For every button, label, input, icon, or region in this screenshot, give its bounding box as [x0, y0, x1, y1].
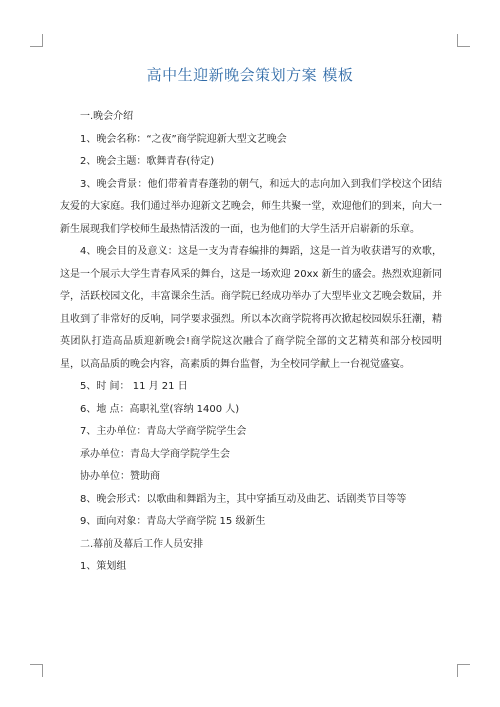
- corner-mark-bottom-left: [30, 664, 43, 677]
- section-heading-intro: 一.晚会介绍: [80, 111, 134, 122]
- corner-mark-top-right: [457, 34, 470, 47]
- item-event-time: 5、时 间： 11 月 21 日: [80, 381, 188, 392]
- item-event-location: 6、地 点：高职礼堂(容纳 1400 人): [80, 403, 240, 415]
- item-planning-group: 1、策划组: [80, 561, 127, 572]
- item-event-name: 1、晚会名称：“之夜”商学院迎新大型文艺晚会: [80, 133, 287, 145]
- document-body: [60, 106, 442, 579]
- item-organizer: 7、主办单位：青岛大学商学院学生会: [80, 426, 247, 437]
- item-event-background: 3、晚会背景：他们带着青春蓬勃的朝气，和远大的志向加入到我们学校这个团结友爱的大家庭。我们通过举办迎新文艺晚会，师生共聚一堂，欢迎他们的到来，向大一新生展现我们学校师生最热情活泼的一面，也为他们的大学生活开启崭新的乐章。: [60, 178, 442, 235]
- section-heading-staff: 二.幕前及幕后工作人员安排: [80, 538, 204, 550]
- corner-mark-top-left: [30, 34, 43, 47]
- item-co-organizer: 协办单位：赞助商: [80, 471, 160, 482]
- document-title: 高中生迎新晚会策划方案 模板: [146, 66, 354, 84]
- item-event-purpose: 4、晚会目的及意义：这是一支为青春编排的舞蹈，这是一首为收获谱写的欢歌，这是一个展示大学生青春风采的舞台，这是一场欢迎 20xx 新生的盛会。热烈欢迎新同学，活跃校园文化，丰富课余生活。商学院已经成功举办了大型毕业文艺晚会数届，并且收到了非常好的反响，同学要求强烈。所以本次商学院将再次掀起校园娱乐狂潮，精英团队打造高品质迎新晚会!商学院这次融合了商学院全部的文艺精英和部分校园明星，以高品质的晚会内容，高素质的舞台监督，为全校同学献上一台视觉盛宴。: [60, 246, 442, 370]
- item-audience: 9、面向对象：青岛大学商学院 15 级新生: [80, 516, 266, 527]
- item-event-theme: 2、晚会主题：歌舞青春(待定): [80, 156, 215, 167]
- corner-mark-bottom-right: [457, 664, 470, 677]
- item-event-format: 8、晚会形式：以歌曲和舞蹈为主，其中穿插互动及曲艺、话剧类节目等等: [80, 493, 407, 505]
- item-undertaker: 承办单位：青岛大学商学院学生会: [80, 448, 230, 460]
